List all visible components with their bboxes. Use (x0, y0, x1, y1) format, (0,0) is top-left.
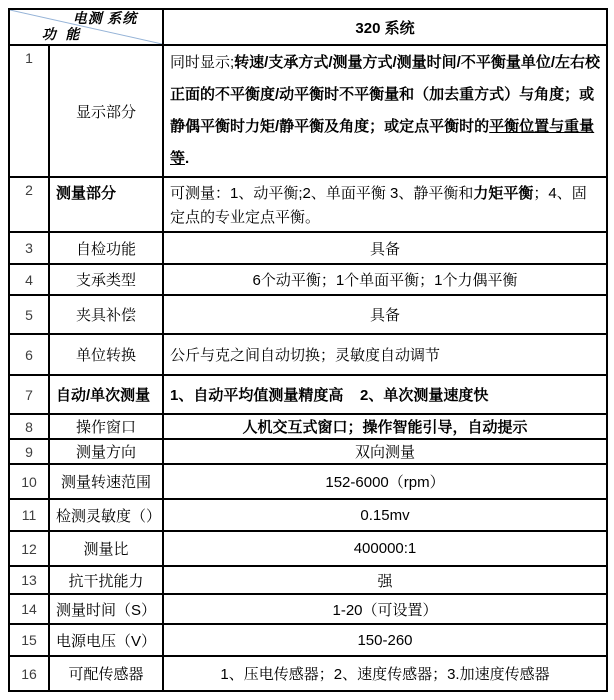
row-number: 1 (9, 45, 49, 177)
feature-value: 具备 (163, 232, 607, 264)
feature-value: 152-6000（rpm） (163, 464, 607, 499)
feature-name: 操作窗口 (49, 414, 163, 439)
feature-name: 测量比 (49, 531, 163, 566)
table-row (9, 375, 607, 414)
feature-name: 单位转换 (49, 334, 163, 375)
table-row (9, 656, 607, 691)
value-text-bold: 力矩平衡 (473, 185, 534, 202)
feature-value: 1、压电传感器；2、速度传感器；3.加速度传感器 (163, 656, 607, 691)
header-row (9, 9, 607, 45)
feature-name: 可配传感器 (49, 656, 163, 691)
feature-name: 夹具补偿 (49, 295, 163, 334)
feature-value: 强 (163, 566, 607, 594)
row-number: 5 (9, 295, 49, 334)
table-row (9, 464, 607, 499)
row-number: 12 (9, 531, 49, 566)
feature-value: 公斤与克之间自动切换；灵敏度自动调节 (163, 334, 607, 375)
corner-label-function: 功 能 (41, 28, 83, 43)
feature-value: 150-260 (163, 624, 607, 656)
table-row (9, 45, 607, 177)
row-number: 15 (9, 624, 49, 656)
feature-value: 0.15mv (163, 499, 607, 531)
feature-value: 人机交互式窗口；操作智能引导，自动提示 (163, 414, 607, 439)
table-row (9, 232, 607, 264)
feature-value: 1-20（可设置） (163, 594, 607, 624)
feature-name: 显示部分 (49, 45, 163, 177)
table-row (9, 177, 607, 232)
row-number: 11 (9, 499, 49, 531)
row-number: 9 (9, 439, 49, 464)
feature-value: 400000:1 (163, 531, 607, 566)
feature-value (163, 45, 607, 177)
feature-value: 6个动平衡；1个单面平衡；1个力偶平衡 (163, 264, 607, 295)
feature-value (163, 177, 607, 232)
feature-name: 抗干扰能力 (49, 566, 163, 594)
corner-label-system: 电测 系统 (72, 12, 138, 27)
value-text-underlined: 平衡位置与重量等 (170, 118, 595, 167)
table-row (9, 499, 607, 531)
feature-name: 测量转速范围 (49, 464, 163, 499)
row-number: 2 (9, 177, 49, 232)
table-row (9, 624, 607, 656)
feature-name: 检测灵敏度（） (49, 499, 163, 531)
row-number: 16 (9, 656, 49, 691)
table-row (9, 295, 607, 334)
value-text: 可测量：1、动平衡;2、单面平衡 3、静平衡和 (170, 185, 474, 202)
table-row (9, 439, 607, 464)
row-number: 3 (9, 232, 49, 264)
feature-name: 测量部分 (49, 177, 163, 232)
table-row (9, 594, 607, 624)
column-header-320-system: 320 系统 (163, 9, 607, 45)
row-number: 13 (9, 566, 49, 594)
feature-value: 1、自动平均值测量精度高 2、单次测量速度快 (163, 375, 607, 414)
row-number: 14 (9, 594, 49, 624)
table-row (9, 414, 607, 439)
feature-name: 自动/单次测量 (49, 375, 163, 414)
spec-table (8, 8, 608, 692)
value-text-bold: . (185, 150, 190, 167)
row-number: 10 (9, 464, 49, 499)
feature-name: 测量方向 (49, 439, 163, 464)
feature-name: 支承类型 (49, 264, 163, 295)
table-row (9, 566, 607, 594)
value-text-bold: 转速/支承方式/测量方式/测量时间/不平衡量单位/左右校正面的不平衡度/动平衡时不平衡量和（加去重方式）与角度；或静偶平衡时力矩/静平衡及角度；或定点平衡时的 (170, 54, 601, 135)
table-row (9, 531, 607, 566)
feature-name: 自检功能 (49, 232, 163, 264)
value-text: 同时显示; (170, 54, 235, 71)
row-number: 7 (9, 375, 49, 414)
table-corner-header (9, 9, 163, 45)
feature-name: 测量时间（S） (49, 594, 163, 624)
row-number: 6 (9, 334, 49, 375)
feature-name: 电源电压（V） (49, 624, 163, 656)
feature-value: 具备 (163, 295, 607, 334)
feature-value: 双向测量 (163, 439, 607, 464)
table-row (9, 264, 607, 295)
table-row (9, 334, 607, 375)
row-number: 4 (9, 264, 49, 295)
value-text: ；4、固定点的专业定点平衡。 (170, 185, 587, 226)
row-number: 8 (9, 414, 49, 439)
